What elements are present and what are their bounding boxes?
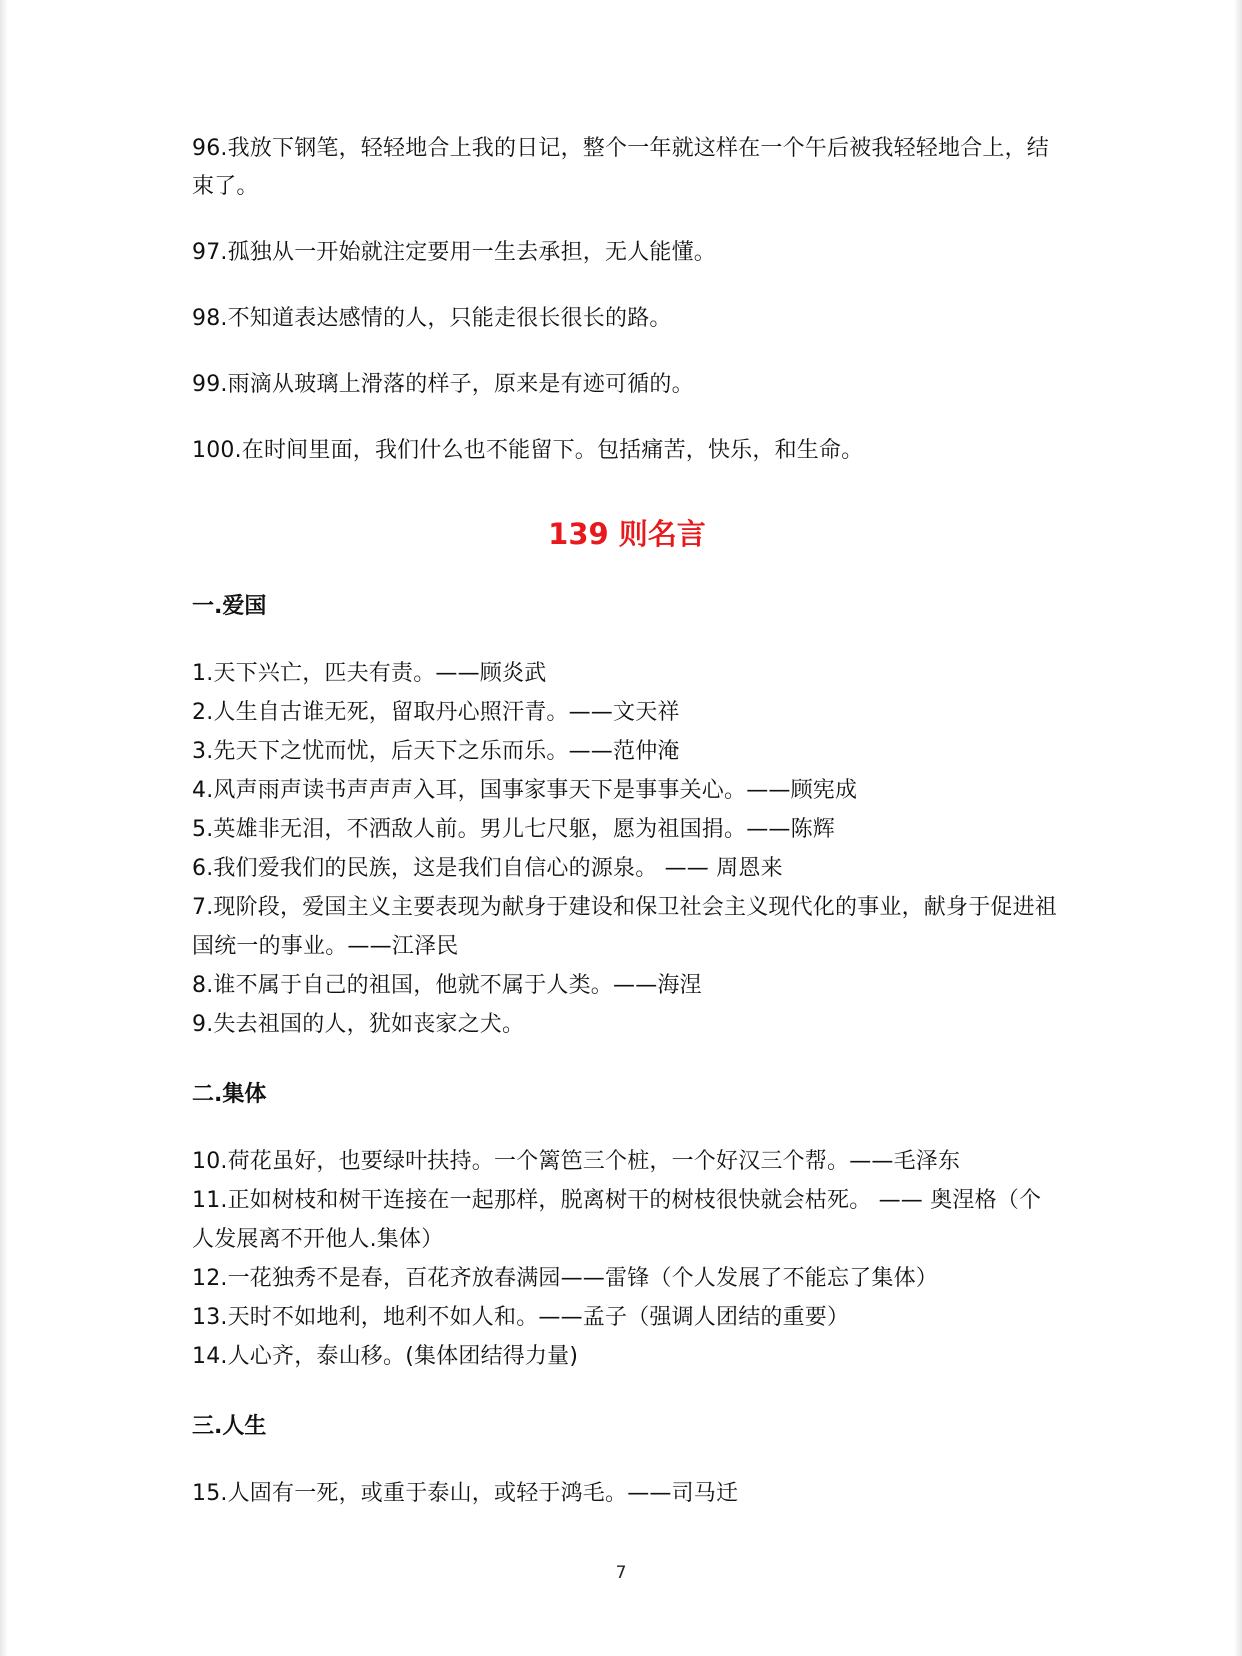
category-heading: 三.人生 xyxy=(192,1414,267,1439)
quote-item: 7.现阶段，爱国主义主要表现为献身于建设和保卫社会主义现代化的事业，献身于促进祖国统一的事业。——江泽民 xyxy=(192,895,1057,959)
paragraph: 97.孤独从一开始就注定要用一生去承担，无人能懂。 xyxy=(192,240,716,265)
quote-item: 11.正如树枝和树干连接在一起那样，脱离树干的树枝很快就会枯死。 —— 奥涅格（个人发展离不开他人.集体） xyxy=(192,1188,1042,1252)
quote-item: 9.失去祖国的人，犹如丧家之犬。 xyxy=(192,1012,525,1037)
quote-item: 1.天下兴亡，匹夫有责。——顾炎武 xyxy=(192,661,547,686)
quote-item: 4.风声雨声读书声声声入耳，国事家事天下是事事关心。——顾宪成 xyxy=(192,778,858,803)
quote-list xyxy=(192,1474,1062,1513)
section-title: 139 则名言 xyxy=(548,517,706,551)
quote-item: 10.荷花虽好，也要绿叶扶持。一个篱笆三个桩，一个好汉三个帮。——毛泽东 xyxy=(192,1149,961,1174)
quote-item: 3.先天下之忧而忧，后天下之乐而乐。——范仲淹 xyxy=(192,739,680,764)
quote-item: 5.英雄非无泪，不洒敌人前。男儿七尺躯，愿为祖国捐。——陈辉 xyxy=(192,817,835,842)
category-heading: 二.集体 xyxy=(192,1082,267,1107)
page-edge-left xyxy=(0,0,8,1656)
quote-item: 2.人生自古谁无死，留取丹心照汗青。——文天祥 xyxy=(192,700,680,725)
paragraph: 99.雨滴从玻璃上滑落的样子，原来是有迹可循的。 xyxy=(192,372,694,397)
document-body xyxy=(192,130,1062,1547)
page-number: 7 xyxy=(615,1563,627,1583)
quote-item: 14.人心齐，泰山移。(集体团结得力量) xyxy=(192,1344,579,1369)
category-heading: 一.爱国 xyxy=(192,594,267,619)
quote-item: 13.天时不如地利，地利不如人和。——孟子（强调人团结的重要） xyxy=(192,1305,850,1330)
quote-item: 6.我们爱我们的民族，这是我们自信心的源泉。 —— 周恩来 xyxy=(192,856,783,881)
quote-item: 8.谁不属于自己的祖国，他就不属于人类。——海涅 xyxy=(192,973,702,998)
quote-item: 12.一花独秀不是春，百花齐放春满园——雷锋（个人发展了不能忘了集体） xyxy=(192,1266,938,1291)
paragraph: 96.我放下钢笔，轻轻地合上我的日记，整个一年就这样在一个午后被我轻轻地合上，结束了。 xyxy=(192,136,1049,199)
quote-item: 15.人固有一死，或重于泰山，或轻于鸿毛。——司马迁 xyxy=(192,1481,739,1506)
quote-list xyxy=(192,1142,1062,1376)
quote-list xyxy=(192,654,1062,1044)
paragraph: 98.不知道表达感情的人，只能走很长很长的路。 xyxy=(192,306,672,331)
paragraph: 100.在时间里面，我们什么也不能留下。包括痛苦，快乐，和生命。 xyxy=(192,438,864,463)
page-edge-right xyxy=(1234,0,1242,1656)
